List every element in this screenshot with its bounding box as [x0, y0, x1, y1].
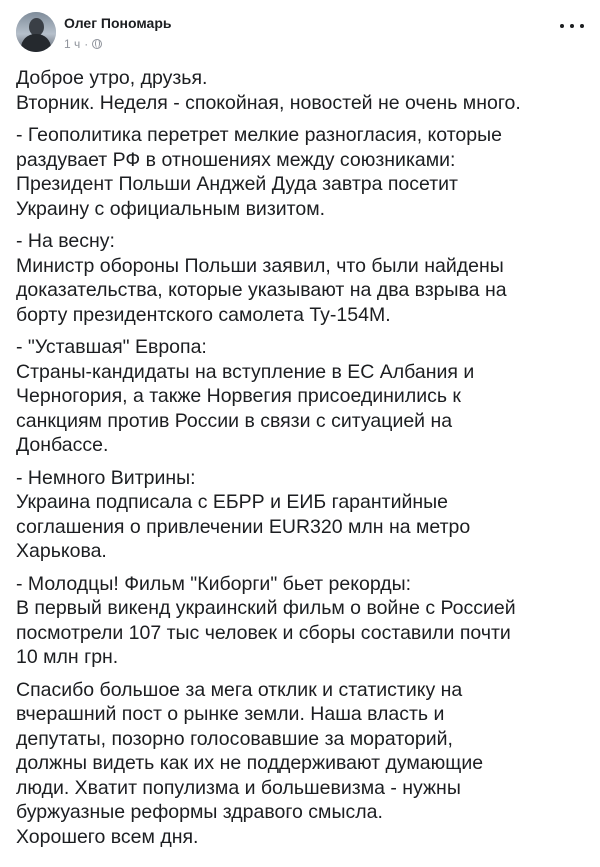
- post-text-line: доказательства, которые указывают на два взрыва на: [16, 279, 507, 301]
- post-text-line: - На весну:: [16, 230, 115, 252]
- post-text-line: должны видеть как их не поддерживают думающие: [16, 752, 484, 774]
- post-text-line: В первый викенд украинский фильм о войне с Россией: [16, 597, 516, 619]
- post-header: [0, 0, 600, 64]
- post-paragraph: [16, 466, 586, 564]
- author-name[interactable]: Олег Пономарь: [64, 15, 172, 31]
- post-text-line: Спасибо большое за мега отклик и статистику на: [16, 678, 463, 701]
- post-meta: [64, 37, 102, 51]
- post-paragraph: [16, 123, 586, 221]
- post-text-line: - "Уставшая" Европа:: [16, 336, 207, 358]
- post-text-line: борту президентского самолета Ту-154М.: [16, 303, 391, 326]
- post-text-line: депутаты, позорно голосовавшие за мораторий,: [16, 727, 453, 750]
- avatar[interactable]: [16, 12, 56, 52]
- post-body: [16, 66, 586, 857]
- post-paragraph: [16, 229, 586, 327]
- post-text-line: Доброе утро, друзья.: [16, 67, 208, 89]
- post-text-line: - Немного Витрины:: [16, 466, 196, 489]
- post-text-line: Харькова.: [16, 540, 107, 562]
- post-text-line: буржуазные реформы здравого смысла.: [16, 801, 383, 823]
- post-text-line: Вторник. Неделя - спокойная, новостей не очень много.: [16, 91, 521, 114]
- post-text-line: Хорошего всем дня.: [16, 825, 199, 848]
- post-text-line: соглашения о привлечении EUR320 млн на метро: [16, 515, 471, 538]
- post-text-line: 10 млн грн.: [16, 646, 119, 668]
- post-text-line: Министр обороны Польши заявил, что были найдены: [16, 254, 504, 277]
- meta-separator: ·: [84, 37, 89, 51]
- post-text-line: Украина подписала с ЕБРР и ЕИБ гарантийные: [16, 491, 448, 513]
- post-text-line: - Молодцы! Фильм "Киборги" бьет рекорды:: [16, 572, 412, 595]
- post-paragraph: [16, 572, 586, 670]
- post-time[interactable]: 1 ч: [64, 37, 81, 51]
- post-text-line: раздувает РФ в отношениях между союзниками:: [16, 148, 456, 171]
- post-text-line: - Геополитика перетрет мелкие разногласия, которые: [16, 124, 502, 146]
- post-text-line: Украину с официальным визитом.: [16, 197, 326, 220]
- post-text-line: Президент Польши Анджей Дуда завтра посетит: [16, 173, 458, 195]
- post-paragraph: [16, 335, 586, 458]
- post-text-line: люди. Хватит популизма и большевизма - нужны: [16, 776, 461, 799]
- post-text-line: вчерашний пост о рынке земли. Наша власть и: [16, 703, 445, 725]
- more-options-icon[interactable]: [560, 16, 584, 36]
- post-text-line: санкциям против России в связи с ситуацией на: [16, 409, 453, 432]
- post-text-line: посмотрели 107 тыс человек и сборы составили почти: [16, 621, 511, 644]
- post-paragraph: [16, 66, 586, 115]
- globe-icon[interactable]: [92, 39, 102, 49]
- post-text-line: Черногория, а также Норвегия присоединились к: [16, 385, 461, 407]
- post-paragraph: [16, 678, 586, 850]
- post-text-line: Донбассе.: [16, 434, 109, 456]
- post-text-line: Страны-кандидаты на вступление в ЕС Албания и: [16, 360, 475, 383]
